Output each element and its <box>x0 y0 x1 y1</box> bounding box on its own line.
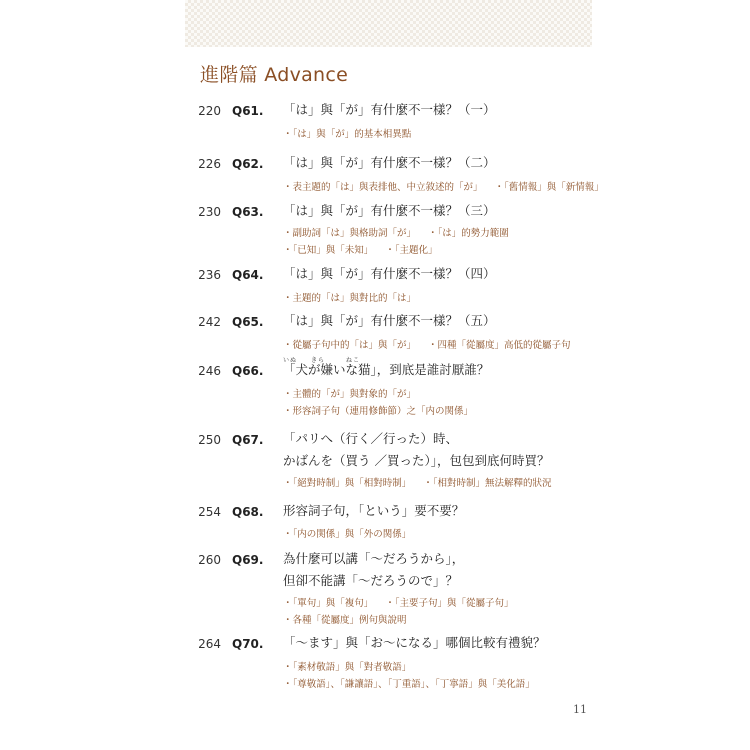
subtopic-line <box>283 526 411 543</box>
question-title-line: かばんを（買う ／買った）」，包包到底何時買？ <box>283 453 550 468</box>
question-title <box>283 500 464 522</box>
subtopic-item: ・表主題的「は」與表排他、中立敘述的「が」 <box>283 182 483 193</box>
subtopic-line <box>283 403 473 420</box>
subtopic-list <box>283 126 411 143</box>
subtopic-item: ・「主要子句」與「從屬子句」 <box>385 598 514 609</box>
subtopic-item: ・主體的「が」與對象的「が」 <box>283 389 417 400</box>
question-number: Q62. <box>232 157 264 171</box>
subtopic-list <box>283 225 509 259</box>
question-title-line: 「は」與「が」有什麼不一樣？（二） <box>283 155 496 170</box>
subtopic-line <box>283 225 509 242</box>
subtopic-list <box>283 475 552 492</box>
question-number: Q63. <box>232 205 264 219</box>
subtopic-item: ・各種「從屬度」例句與說明 <box>283 615 407 626</box>
subtopic-list <box>283 659 535 693</box>
subtopic-item: ・「素材敬語」與「對者敬語」 <box>283 662 412 673</box>
question-title <box>283 152 496 174</box>
question-title <box>283 200 496 222</box>
question-title <box>283 99 496 121</box>
toc-page-number: 260 <box>198 553 221 567</box>
toc-page-number: 246 <box>198 364 221 378</box>
subtopic-item: ・「絕對時制」與「相對時制」 <box>283 478 412 489</box>
subtopic-line <box>283 475 552 492</box>
subtopic-line <box>283 290 416 307</box>
question-title-line: 「〜ます」與「お〜になる」哪個比較有禮貌？ <box>283 635 546 650</box>
question-title-line: 「は」與「が」有什麼不一樣？（五） <box>283 313 496 328</box>
toc-page-number: 264 <box>198 637 221 651</box>
question-title-line: 「犬が嫌いな猫」，到底是誰討厭誰？ <box>283 362 490 377</box>
subtopic-list <box>283 526 411 543</box>
question-number: Q68. <box>232 505 264 519</box>
toc-page-number: 236 <box>198 268 221 282</box>
subtopic-item: ・從屬子句中的「は」與「が」 <box>283 340 417 351</box>
subtopic-item: ・「は」的勢力範圍 <box>428 228 509 239</box>
question-title-line: 為什麼可以講「〜だろうから」， <box>283 551 465 566</box>
furigana-reading: いぬ きら ねこ <box>283 357 361 364</box>
subtopic-item: ・「已知」與「未知」 <box>283 245 374 256</box>
question-title <box>283 263 496 285</box>
question-title-line: 「は」與「が」有什麼不一樣？（三） <box>283 203 496 218</box>
page-number: 11 <box>573 703 587 716</box>
subtopic-item: ・副助詞「は」與格助詞「が」 <box>283 228 417 239</box>
toc-page-number: 220 <box>198 104 221 118</box>
question-title-line: 「パリへ（行く／行った）時、 <box>283 431 459 446</box>
question-number: Q69. <box>232 553 264 567</box>
subtopic-list <box>283 595 514 629</box>
question-number: Q64. <box>232 268 264 282</box>
subtopic-line <box>283 179 604 196</box>
question-number: Q66. <box>232 364 264 378</box>
subtopic-item: ・「尊敬語」、「謙讓語」、「丁重語」、「丁寧語」與「美化語」 <box>283 679 535 690</box>
question-number: Q61. <box>232 104 264 118</box>
question-number: Q70. <box>232 637 264 651</box>
subtopic-line <box>283 595 514 612</box>
question-title <box>283 632 546 654</box>
subtopic-list <box>283 386 473 420</box>
subtopic-list <box>283 290 416 307</box>
subtopic-item: ・「内の関係」與「外の関係」 <box>283 529 412 540</box>
subtopic-item: ・主題的「は」與對比的「は」 <box>283 293 417 304</box>
subtopic-list <box>283 179 604 196</box>
subtopic-line <box>283 242 509 259</box>
subtopic-item: ・「舊情報」與「新情報」 <box>494 182 604 193</box>
question-title <box>283 359 489 381</box>
subtopic-line <box>283 612 514 629</box>
question-number: Q65. <box>232 315 264 329</box>
subtopic-line <box>283 676 535 693</box>
question-title <box>283 428 549 472</box>
subtopic-list <box>283 337 571 354</box>
question-title-line: 「は」與「が」有什麼不一樣？（四） <box>283 266 496 281</box>
toc-page-number: 250 <box>198 433 221 447</box>
subtopic-item: ・形容詞子句（連用修飾節）之「内の関係」 <box>283 406 474 417</box>
subtopic-item: ・四種「從屬度」高低的從屬子句 <box>428 340 571 351</box>
question-title-line: 「は」與「が」有什麼不一樣？（一） <box>283 102 496 117</box>
question-title-line: 形容詞子句，「という」要不要？ <box>283 503 465 518</box>
subtopic-line <box>283 659 535 676</box>
subtopic-item: ・「單句」與「複句」 <box>283 598 374 609</box>
question-number: Q67. <box>232 433 264 447</box>
question-title <box>283 548 464 592</box>
toc-page-number: 230 <box>198 205 221 219</box>
subtopic-line <box>283 126 411 143</box>
question-title <box>283 310 496 332</box>
subtopic-item: ・「は」與「が」的基本相異點 <box>283 129 412 140</box>
section-title: 進階篇 Advance <box>200 64 349 86</box>
subtopic-item: ・「相對時制」無法解釋的狀況 <box>423 478 552 489</box>
toc-page-number: 254 <box>198 505 221 519</box>
subtopic-line <box>283 386 473 403</box>
toc-page-number: 226 <box>198 157 221 171</box>
toc-page-number: 242 <box>198 315 221 329</box>
subtopic-item: ・「主題化」 <box>385 245 438 256</box>
question-title-line: 但卻不能講「〜だろうので」？ <box>283 573 459 588</box>
subtopic-line <box>283 337 571 354</box>
